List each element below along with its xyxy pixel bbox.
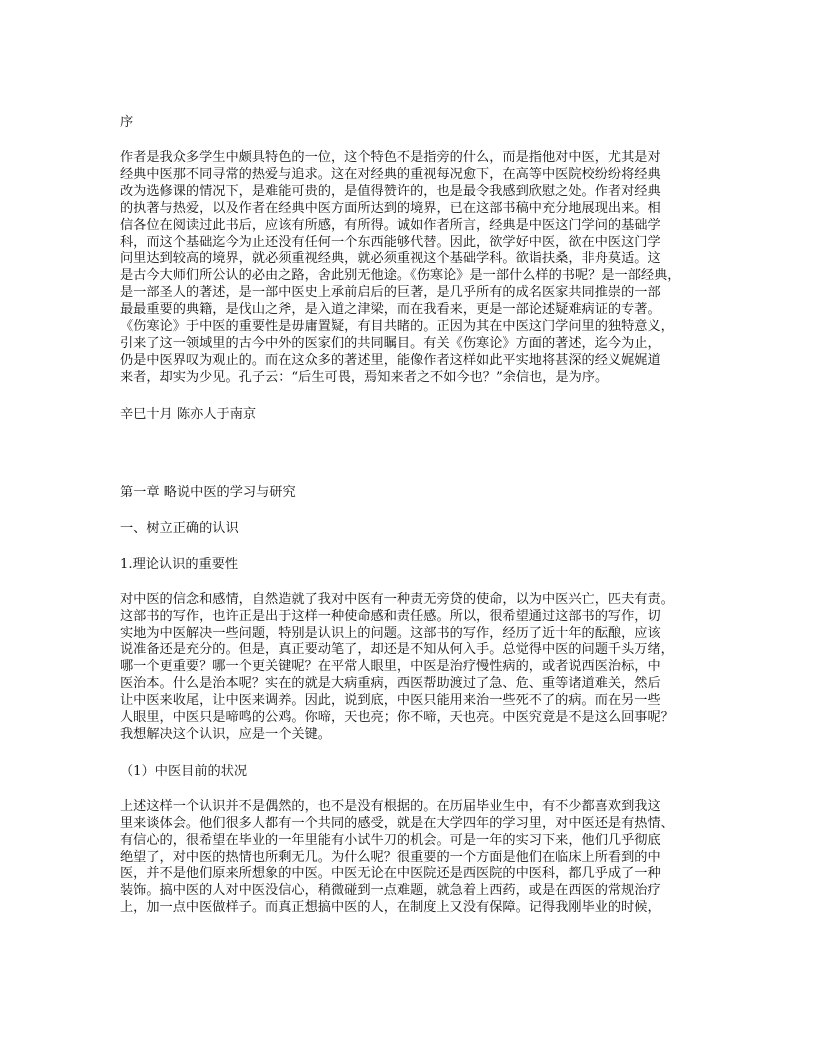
text-line: 来者，却实为少见。孔子云：“后生可畏，焉知来者之不如今也？”余信也，是为序。 [120, 369, 609, 385]
text-line: 信各位在阅读过此书后，应该有所感，有所得。诚如作者所言，经典是中医这门学问的基础学 [120, 217, 661, 233]
text-line: 说准备还是充分的。但是，真正要动笔了，却还是不知从何入手。总觉得中医的问题千头万绪， [120, 642, 674, 658]
text-line: 装饰。搞中医的人对中医没信心，稍微碰到一点难题，就急着上西药，或是在西医的常规治疗 [120, 883, 661, 899]
text-line: 上，加一点中医做样子。而真正想搞中医的人，在制度上又没有保障。记得我刚毕业的时候， [120, 900, 661, 916]
text-line: 是古今大师们所公认的必由之路，舍此别无他途。《伤寒论》是一部什么样的书呢？是一部经典， [120, 268, 681, 284]
text-line: 经典中医那不同寻常的热爱与追求。这在对经典的重视每况愈下，在高等中医院校纷纷将经典 [120, 166, 661, 182]
text-line: 是一部圣人的著述，是一部中医史上承前启后的巨著，是几乎所有的成名医家共同推崇的一部 [120, 285, 661, 301]
text-line: 仍是中医界叹为观止的。而在这众多的著述里，能像作者这样如此平实地将甚深的经义娓娓道 [120, 352, 661, 368]
text-line: 人眼里，中医只是啼鸣的公鸡。你啼，天也亮；你不啼，天也亮。中医究竟是不是这么回事呢？ [120, 710, 674, 726]
preface-title: 序 [120, 115, 134, 130]
text-line: 《伤寒论》于中医的重要性是毋庸置疑，有目共睹的。正因为其在中医这门学问里的独特意义， [120, 319, 674, 335]
text-line: 的执著与热爱，以及作者在经典中医方面所达到的境界，已在这部书稿中充分地展现出来。相 [120, 200, 661, 216]
text-line: 绝望了，对中医的热情也所剩无几。为什么呢？很重要的一个方面是他们在临床上所看到的中 [120, 849, 661, 865]
text-line: 最最重要的典籍，是伐山之斧，是入道之津梁，而在我看来，更是一部论述疑难病证的专著。 [120, 302, 661, 318]
chapter-paragraph-2 [120, 799, 698, 917]
text-line: 哪一个更重要？哪一个更关键呢？在平常人眼里，中医是治疗慢性病的，或者说西医治标，中 [120, 659, 661, 675]
chapter-paragraph-1 [120, 592, 698, 744]
text-line: 上述这样一个认识并不是偶然的，也不是没有根据的。在历届毕业生中，有不少都喜欢到我这 [120, 798, 661, 814]
subsection-heading: 1.理论认识的重要性 [120, 556, 239, 572]
section-heading: 一、树立正确的认识 [120, 520, 239, 536]
preface-body [120, 150, 698, 387]
item-heading: （1）中医目前的状况 [120, 763, 248, 779]
chapter-title: 第一章 略说中医的学习与研究 [120, 484, 296, 500]
text-line: 我想解决这个认识，应是一个关键。 [120, 726, 331, 742]
text-line: 让中医来收尾，让中医来调养。因此，说到底，中医只能用来治一些死不了的病。而在另一些 [120, 693, 661, 709]
document-page [120, 114, 698, 917]
text-line: 作者是我众多学生中颇具特色的一位，这个特色不是指旁的什么，而是指他对中医，尤其是对 [120, 150, 661, 165]
text-line: 科，而这个基础迄今为止还没有任何一个东西能够代替。因此，欲学好中医，欲在中医这门学 [120, 234, 661, 250]
text-line: 里来谈体会。他们很多人都有一个共同的感受，就是在大学四年的学习里，对中医还是有热情、 [120, 815, 674, 831]
text-line: 对中医的信念和感情，自然造就了我对中医有一种责无旁贷的使命，以为中医兴亡，匹夫有责。 [120, 591, 674, 607]
text-line: 改为选修课的情况下，是难能可贵的，是值得赞许的，也是最令我感到欣慰之处。作者对经典 [120, 183, 661, 199]
text-line: 这部书的写作，也许正是出于这样一种使命感和责任感。所以，很希望通过这部书的写作，切 [120, 608, 661, 624]
text-line: 引来了这一领域里的古今中外的医家们的共同瞩目。有关《伤寒论》方面的著述，迄今为止， [120, 335, 661, 351]
text-line: 实地为中医解决一些问题，特别是认识上的问题。这部书的写作，经历了近十年的酝酿，应该 [120, 625, 661, 641]
text-line: 问里达到较高的境界，就必须重视经典，就必须重视这个基础学科。欲诣扶桑，非舟莫适。这 [120, 251, 661, 267]
preface-signature: 辛巳十月 陈亦人于南京 [120, 406, 257, 422]
text-line: 有信心的，很希望在毕业的一年里能有小试牛刀的机会。可是一年的实习下来，他们几乎彻底 [120, 832, 661, 848]
text-line: 医治本。什么是治本呢？实在的就是大病重病，西医帮助渡过了急、危、重等诸道难关，然后 [120, 676, 661, 692]
text-line: 医，并不是他们原来所想象的中医。中医无论在中医院还是西医院的中医科，都几乎成了一种 [120, 866, 661, 882]
